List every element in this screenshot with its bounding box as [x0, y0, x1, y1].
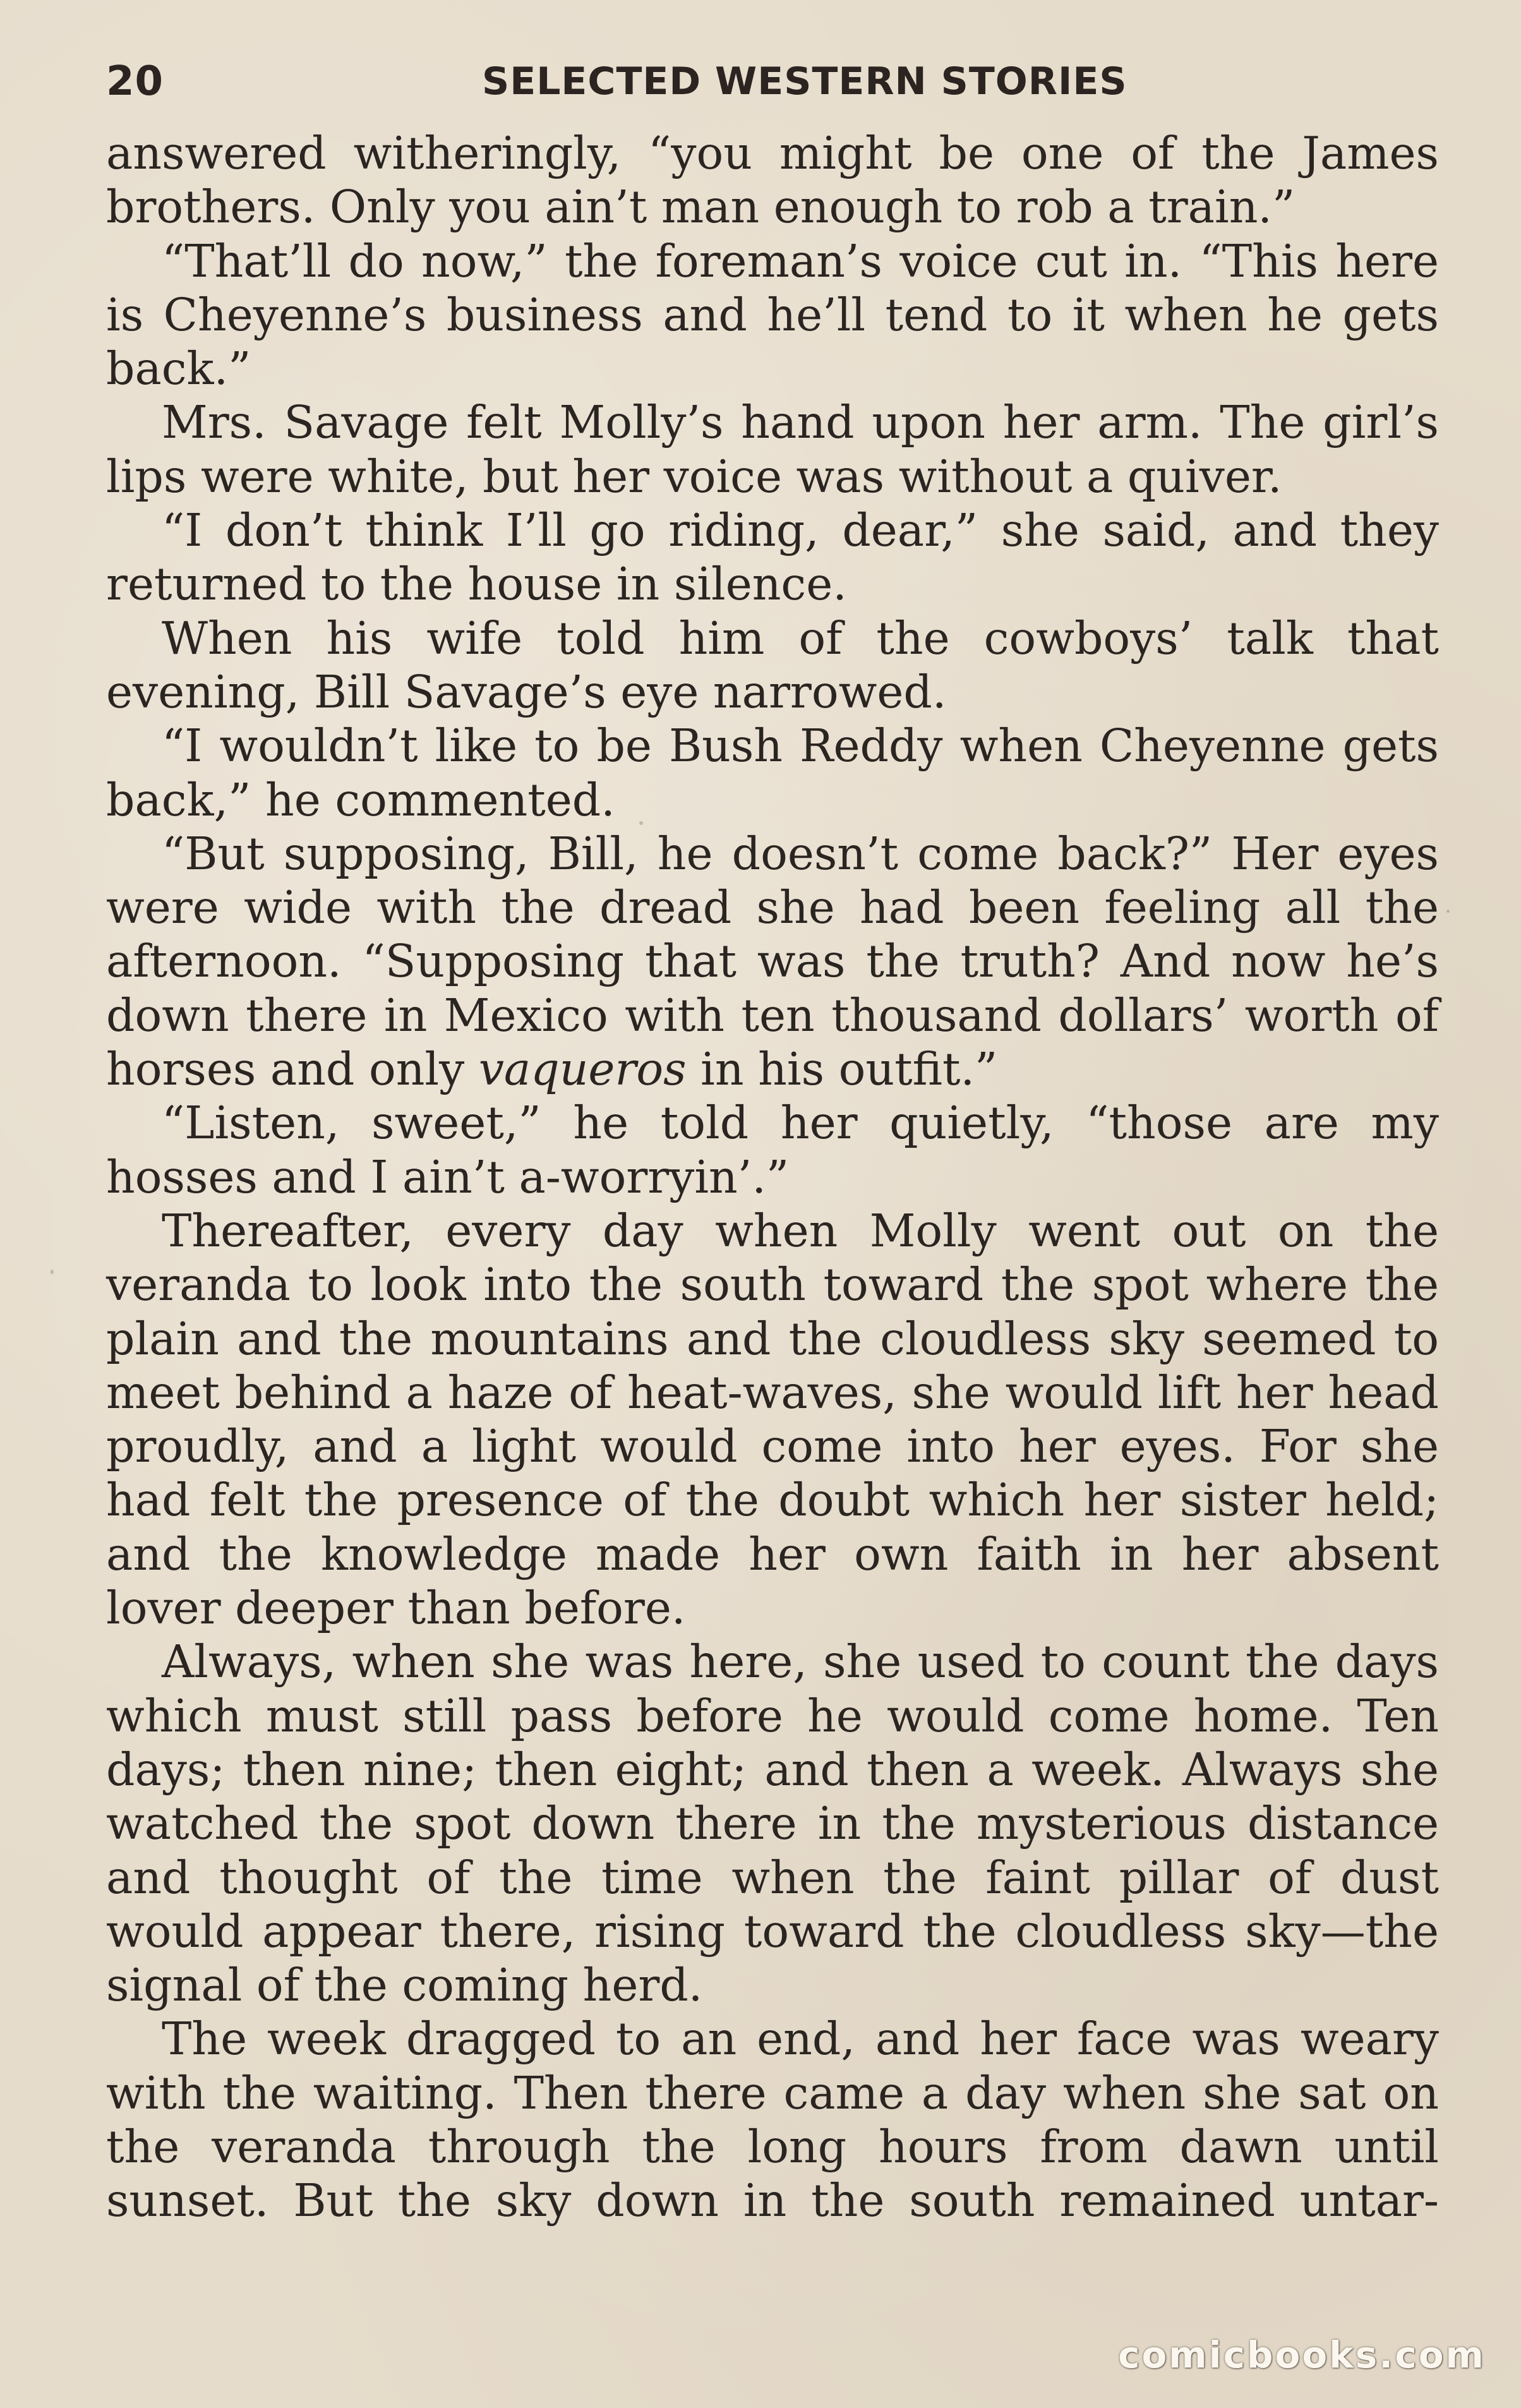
text-run: “I don’t think I’ll go riding, dear,” she said, and they returned to the house in silence. [106, 504, 1439, 611]
paper-blemish [639, 821, 643, 825]
text-run: Always, when she was here, she used to count the days which must still pass before he would come home. Ten days; then nine; then eight; and then a week. Always she watched the spot down there in the mysterious distance and thought of the time when the faint pillar of dust would appear there, rising toward the cloudless sky—the signal of the coming herd. [106, 1635, 1439, 2012]
text-run: “Listen, sweet,” he told her quietly, “those are my hosses and I ain’t a-worryin’.” [106, 1097, 1439, 1203]
paper-blemish [51, 1270, 54, 1274]
paragraph [106, 1204, 1439, 1635]
paper-blemish [1446, 910, 1450, 913]
paragraph [106, 503, 1439, 611]
text-run: “But supposing, Bill, he doesn’t come back?” Her eyes were wide with the dread she had been feeling all the afternoon. “Supposing that was the truth? And now he’s down there in Mexico with ten thousand dollars’ worth of horses and only [106, 827, 1439, 1096]
paragraph [106, 611, 1439, 719]
watermark: comicbooks.com [1118, 2333, 1486, 2376]
text-run: The week dragged to an end, and her face was weary with the waiting. Then there came a day when she sat on the veranda through the long hours from dawn until sunset. But the sky down in the south remained untar- [106, 2013, 1439, 2227]
paragraph [106, 1096, 1439, 1204]
story-text [106, 126, 1439, 2228]
text-run: Mrs. Savage felt Molly’s hand upon her arm. The girl’s lips were white, but her voice was without a quiver. [106, 396, 1439, 503]
page-number: 20 [106, 58, 164, 105]
text-run: in his outfit.” [686, 1043, 998, 1096]
paragraph [106, 1635, 1439, 2012]
text-run: answered witheringly, “you might be one of the James brothers. Only you ain’t man enough to rob a train.” [106, 127, 1439, 234]
paragraph [106, 395, 1439, 503]
paragraph [106, 234, 1439, 396]
paragraph [106, 126, 1439, 234]
text-run: “That’ll do now,” the foreman’s voice cut in. “This here is Cheyenne’s business and he’ll tend to it when he gets back.” [106, 234, 1439, 395]
paragraph [106, 827, 1439, 1096]
paragraph [106, 2012, 1439, 2227]
text-run: “I wouldn’t like to be Bush Reddy when Cheyenne gets back,” he commented. [106, 719, 1439, 826]
text-run: Thereafter, every day when Molly went out on the veranda to look into the south toward the spot where the plain and the mountains and the cloudless sky seemed to meet behind a haze of heat-waves, she would lift her head proudly, and a light would come into her eyes. For she had felt the presence of the doubt which her sister held; and the knowledge made her own faith in her absent lover deeper than before. [106, 1204, 1439, 1635]
text-run: When his wife told him of the cowboys’ talk that evening, Bill Savage’s eye narrowed. [106, 611, 1439, 718]
running-head [106, 58, 1439, 109]
italic-word: vaqueros [478, 1043, 687, 1096]
book-title: SELECTED WESTERN STORIES [482, 59, 1127, 104]
paragraph [106, 719, 1439, 827]
